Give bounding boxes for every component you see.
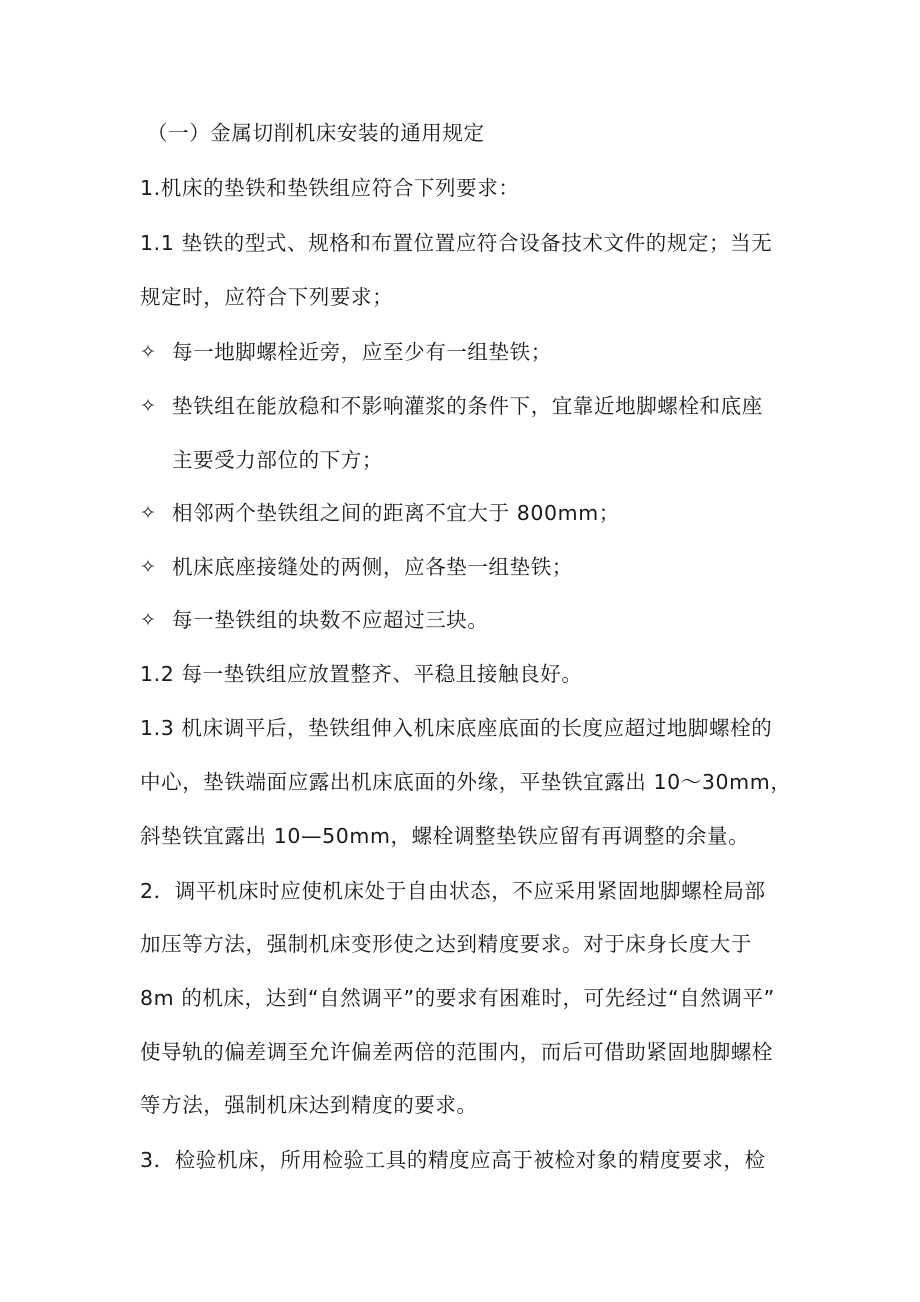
item-1-3-line-1: 1.3 机床调平后，垫铁组伸入机床底座底面的长度应超过地脚螺栓的	[140, 716, 773, 740]
item-1-1-line-2: 规定时，应符合下列要求；	[140, 285, 394, 309]
item-2-line-1: 2．调平机床时应使机床处于自由状态，不应采用紧固地脚螺栓局部	[140, 879, 766, 903]
item-1: 1.机床的垫铁和垫铁组应符合下列要求：	[140, 176, 520, 200]
item-1-3-line-2: 中心，垫铁端面应露出机床底面的外缘，平垫铁宜露出 10～30mm，	[140, 770, 792, 794]
item-2-line-2: 加压等方法，强制机床变形使之达到精度要求。对于床身长度大于	[140, 932, 752, 956]
bullet-item-4	[140, 552, 573, 582]
item-1-3-line-3: 斜垫铁宜露出 10—50mm，螺栓调整垫铁应留有再调整的余量。	[140, 824, 750, 848]
bullet-item-2-continuation: 主要受力部位的下方；	[172, 448, 383, 472]
item-2-line-5: 等方法，强制机床达到精度的要求。	[140, 1093, 478, 1117]
bullet-text: 每一地脚螺栓近旁，应至少有一组垫铁；	[172, 340, 552, 364]
item-1-2: 1.2 每一垫铁组应放置整齐、平稳且接触良好。	[140, 662, 583, 686]
bullet-text: 机床底座接缝处的两侧，应各垫一组垫铁；	[172, 555, 573, 579]
bullet-text: 相邻两个垫铁组之间的距离不宜大于 800mm；	[172, 501, 620, 525]
item-2-line-4: 使导轨的偏差调至允许偏差两倍的范围内，而后可借助紧固地脚螺栓	[140, 1040, 773, 1064]
item-3-line-1: 3．检验机床，所用检验工具的精度应高于被检对象的精度要求，检	[140, 1148, 766, 1172]
bullet-icon: ✧	[140, 556, 157, 578]
bullet-icon: ✧	[140, 609, 157, 631]
bullet-item-1	[140, 337, 552, 367]
bullet-icon: ✧	[140, 395, 157, 417]
bullet-item-3	[140, 498, 620, 528]
bullet-text: 每一垫铁组的块数不应超过三块。	[172, 608, 489, 632]
item-1-1-line-1: 1.1 垫铁的型式、规格和布置位置应符合设备技术文件的规定；当无	[140, 231, 773, 255]
bullet-text: 垫铁组在能放稳和不影响灌浆的条件下，宜靠近地脚螺栓和底座	[172, 394, 763, 418]
bullet-icon: ✧	[140, 341, 157, 363]
bullet-icon: ✧	[140, 502, 157, 524]
item-2-line-3: 8m 的机床，达到“自然调平”的要求有困难时，可先经过“自然调平”	[140, 986, 775, 1010]
section-heading: （一）金属切削机床安装的通用规定	[147, 121, 485, 145]
bullet-item-2	[140, 391, 763, 421]
bullet-item-5	[140, 605, 489, 635]
